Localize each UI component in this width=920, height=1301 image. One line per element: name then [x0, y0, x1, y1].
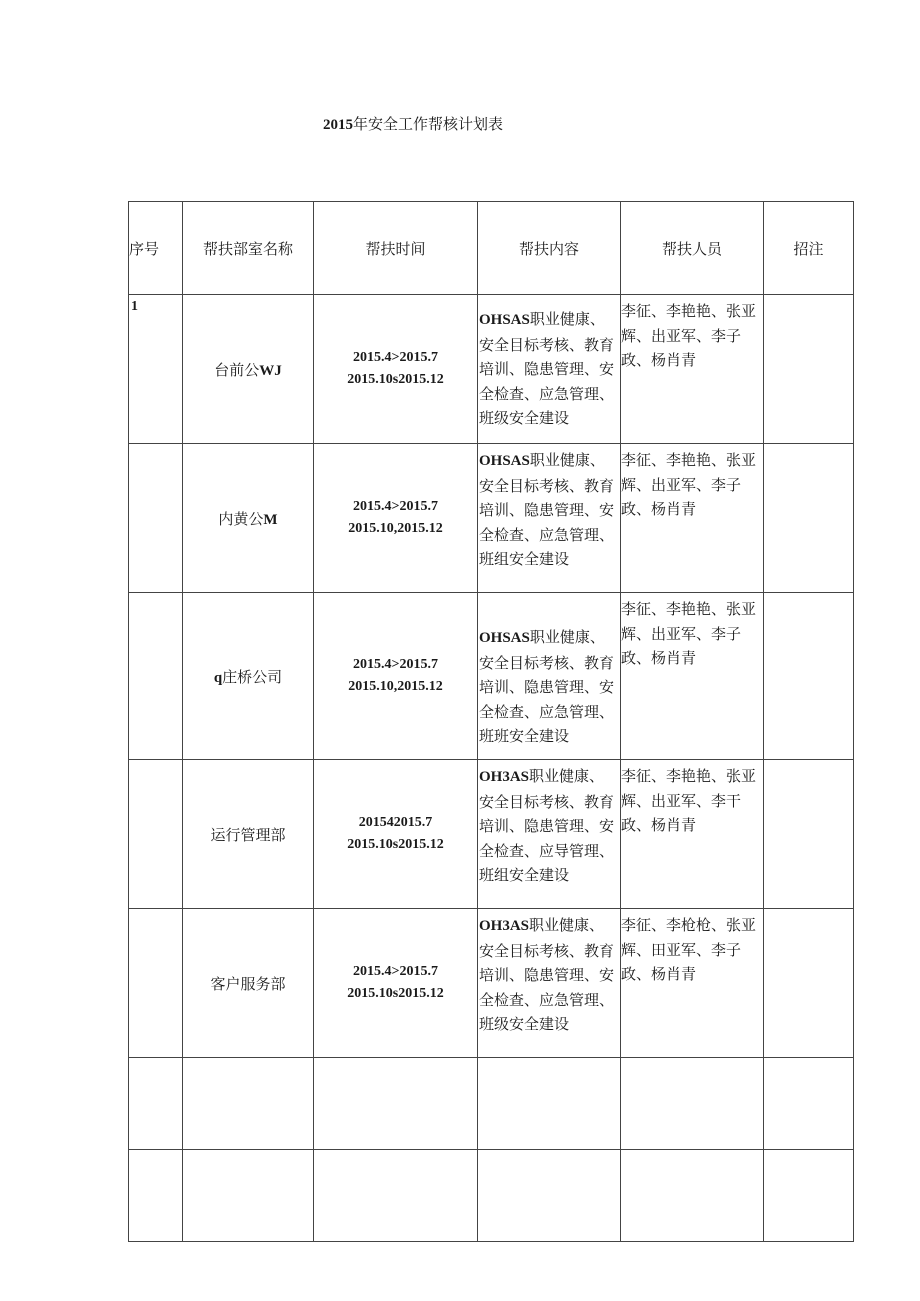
content-text: 职业健康、安全目标考核、教育培训、隐患管理、安全检查、应急管理、班级安全建设	[479, 916, 615, 1033]
table-header-row	[129, 202, 854, 295]
header-people: 帮扶人员	[621, 202, 764, 295]
header-time: 帮扶时间	[314, 202, 478, 295]
table-row	[129, 295, 854, 444]
title-text: 年安全工作帮核计划表	[353, 115, 504, 133]
content-text: 职业健康、安全目标考核、教育培训、隐患管理、安全检查、应急管理、班级安全建设	[479, 310, 615, 428]
row-time	[314, 444, 478, 593]
empty-cell	[314, 1150, 478, 1242]
row-people: 李征、李艳艳、张亚辉、出亚军、李子政、杨肖青	[621, 295, 764, 444]
content-text: 职业健康、安全目标考核、教育培训、隐患管理、安全检查、应急管理、班组安全建设	[479, 451, 615, 568]
empty-cell	[129, 1150, 183, 1242]
row-content	[478, 593, 621, 760]
time-period-1: 2015.4>2015.7	[353, 964, 438, 979]
row-seq	[129, 444, 183, 593]
row-dept	[183, 295, 314, 444]
row-seq	[129, 909, 183, 1058]
header-dept: 帮扶部室名称	[183, 202, 314, 295]
time-period-1: 201542015.7	[358, 815, 433, 830]
dept-suffix: M	[263, 511, 278, 528]
header-content: 帮扶内容	[478, 202, 621, 295]
empty-cell	[621, 1058, 764, 1150]
plan-table	[128, 201, 854, 1242]
time-period-2: 2015.10s2015.12	[347, 986, 444, 1001]
dept-name: 内黄公	[218, 509, 264, 528]
dept-name: 客户服务部	[210, 974, 286, 993]
row-dept	[183, 444, 314, 593]
content-text: 职业健康、安全目标考核、教育培训、隐患管理、安全检查、应导管理、班组安全建设	[479, 767, 615, 884]
table-row	[129, 593, 854, 760]
row-remark	[764, 444, 854, 593]
dept-name: 运行管理部	[210, 825, 286, 844]
time-period-1: 2015.4>2015.7	[353, 350, 438, 365]
empty-cell	[764, 1058, 854, 1150]
row-people: 李征、李艳艳、张亚辉、出亚军、李子政、杨肖青	[621, 444, 764, 593]
empty-cell	[183, 1150, 314, 1242]
row-time	[314, 295, 478, 444]
header-seq: 序号	[129, 202, 183, 295]
time-period-2: 2015.10s2015.12	[347, 837, 444, 852]
empty-cell	[478, 1150, 621, 1242]
row-remark	[764, 760, 854, 909]
row-time	[314, 909, 478, 1058]
empty-cell	[764, 1150, 854, 1242]
row-content	[478, 295, 621, 444]
table-row	[129, 909, 854, 1058]
row-dept	[183, 760, 314, 909]
empty-cell	[129, 1058, 183, 1150]
dept-name: 台前公	[214, 360, 260, 379]
content-code: OHSAS	[479, 630, 530, 647]
row-people: 李征、李枪枪、张亚辉、田亚军、李子政、杨肖青	[621, 909, 764, 1058]
table-row	[129, 444, 854, 593]
row-people: 李征、李艳艳、张亚辉、出亚军、李子政、杨肖青	[621, 593, 764, 760]
table-row-empty	[129, 1058, 854, 1150]
content-code: OH3AS	[479, 918, 530, 934]
row-seq	[129, 593, 183, 760]
time-period-2: 2015.10s2015.12	[347, 372, 444, 387]
empty-cell	[478, 1058, 621, 1150]
row-content	[478, 909, 621, 1058]
row-content	[478, 760, 621, 909]
row-time	[314, 760, 478, 909]
table-row-empty	[129, 1150, 854, 1242]
row-people: 李征、李艳艳、张亚辉、出亚军、李干政、杨肖青	[621, 760, 764, 909]
row-remark	[764, 593, 854, 760]
row-dept	[183, 593, 314, 760]
table-row	[129, 760, 854, 909]
time-period-1: 2015.4>2015.7	[353, 499, 438, 514]
title-year: 2015	[323, 117, 353, 133]
time-period-2: 2015.10,2015.12	[348, 679, 443, 694]
content-text: 职业健康、安全目标考核、教育培训、隐患管理、安全检查、应急管理、班班安全建设	[479, 628, 615, 746]
dept-prefix: q	[213, 669, 223, 686]
dept-name: 庄桥公司	[222, 667, 283, 686]
row-seq: 1	[129, 295, 183, 444]
row-time	[314, 593, 478, 760]
dept-suffix: WJ	[259, 362, 282, 379]
empty-cell	[183, 1058, 314, 1150]
content-code: OHSAS	[479, 312, 530, 329]
document-title	[323, 113, 573, 134]
content-code: OHSAS	[479, 453, 530, 469]
content-code: OH3AS	[479, 769, 530, 785]
empty-cell	[621, 1150, 764, 1242]
time-period-1: 2015.4>2015.7	[353, 657, 438, 672]
time-period-2: 2015.10,2015.12	[348, 521, 443, 536]
row-dept	[183, 909, 314, 1058]
row-seq	[129, 760, 183, 909]
row-remark	[764, 295, 854, 444]
header-remark: 招注	[764, 202, 854, 295]
row-content	[478, 444, 621, 593]
row-remark	[764, 909, 854, 1058]
empty-cell	[314, 1058, 478, 1150]
